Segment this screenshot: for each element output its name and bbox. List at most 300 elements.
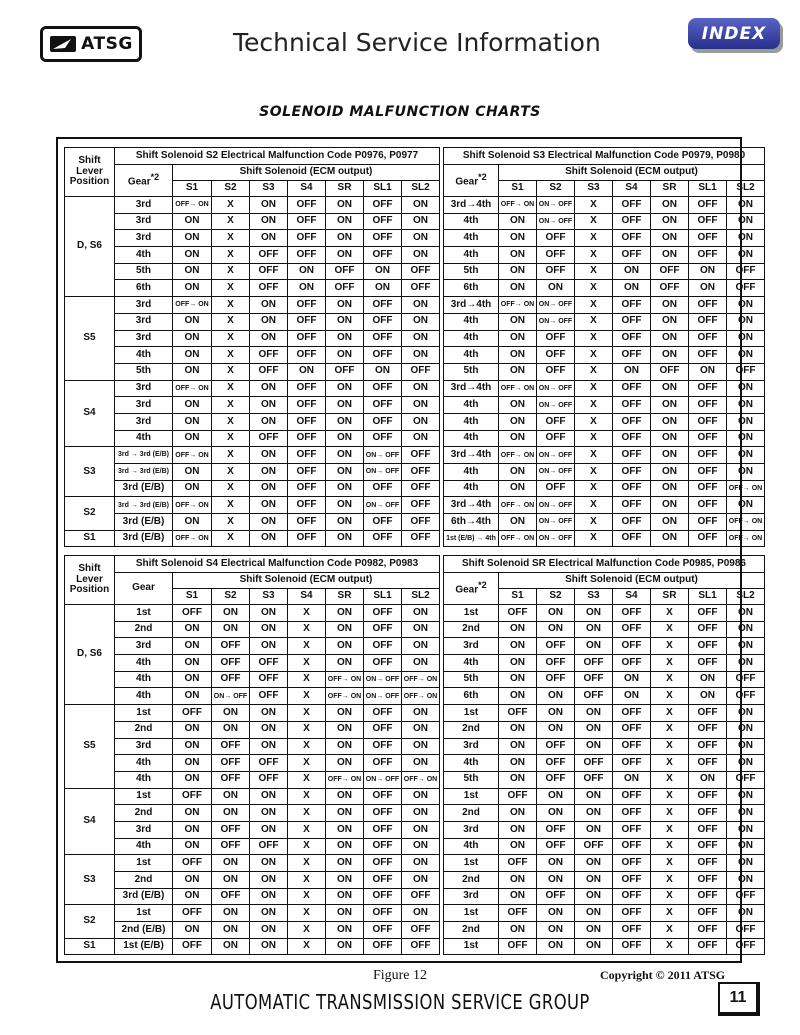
solenoid-state: X	[212, 363, 250, 380]
solenoid-state: OFF	[364, 213, 402, 230]
solenoid-state: ON	[727, 497, 765, 514]
solenoid-state: OFF→ ON	[727, 480, 765, 497]
lever-position: D, S6	[65, 605, 115, 705]
solenoid-state: ON	[402, 838, 440, 855]
solenoid-state: ON	[651, 313, 689, 330]
gear-cell: 3rd→4th	[444, 447, 499, 464]
solenoid-state: OFF	[364, 788, 402, 805]
solenoid-state: ON	[537, 280, 575, 297]
solenoid-state: X	[288, 605, 326, 622]
solenoid-state: X	[212, 430, 250, 447]
solenoid-state: ON	[727, 872, 765, 889]
solenoid-state: ON	[173, 464, 212, 481]
solenoid-state: OFF	[250, 771, 288, 788]
solenoid-state: OFF	[364, 705, 402, 722]
solenoid-state: ON	[727, 347, 765, 364]
gear-cell: 3rd	[115, 638, 173, 655]
solenoid-state: X	[288, 872, 326, 889]
solenoid-state: OFF	[613, 464, 651, 481]
solenoid-state: OFF	[364, 413, 402, 430]
gear-cell: 2nd	[115, 805, 173, 822]
solenoid-state: X	[288, 855, 326, 872]
gear-cell: 3rd	[444, 738, 499, 755]
solenoid-state: ON	[727, 805, 765, 822]
gear-cell: 1st	[444, 938, 499, 955]
solenoid-state: ON	[326, 605, 364, 622]
solenoid-state: X	[575, 330, 613, 347]
solenoid-state: ON	[250, 313, 288, 330]
solenoid-state: OFF	[288, 464, 326, 481]
solenoid-state: ON	[651, 330, 689, 347]
solenoid-state: OFF	[288, 413, 326, 430]
solenoid-state: OFF	[689, 938, 727, 955]
solenoid-state: X	[575, 430, 613, 447]
solenoid-state: ON	[250, 514, 288, 531]
solenoid-state: OFF	[402, 938, 440, 955]
solenoid-state: OFF	[402, 447, 440, 464]
solenoid-state: ON	[173, 280, 212, 297]
solenoid-state: ON	[250, 397, 288, 414]
solenoid-state: OFF	[364, 888, 402, 905]
solenoid-state: ON	[173, 263, 212, 280]
solenoid-column-header: SR	[651, 181, 689, 197]
solenoid-state: OFF	[613, 497, 651, 514]
solenoid-state: ON	[173, 213, 212, 230]
solenoid-state: X	[212, 280, 250, 297]
page-number: 11	[718, 982, 760, 1016]
solenoid-state: OFF	[575, 688, 613, 705]
solenoid-state: ON	[326, 922, 364, 939]
solenoid-state: ON	[250, 705, 288, 722]
wing-logo-icon	[49, 34, 77, 54]
gear-header: Gear$^{*2}$	[444, 573, 499, 605]
solenoid-state: ON→ OFF	[537, 514, 575, 531]
gear-cell: 3rd → 3rd (E/B)	[115, 464, 173, 481]
solenoid-state: X	[288, 655, 326, 672]
solenoid-column-header: S4	[613, 589, 651, 605]
solenoid-state: X	[212, 447, 250, 464]
solenoid-state: ON	[499, 480, 537, 497]
solenoid-column-header: S2	[212, 589, 250, 605]
solenoid-state: ON	[727, 655, 765, 672]
solenoid-state: ON→ OFF	[212, 688, 250, 705]
gear-cell: 4th	[115, 347, 173, 364]
solenoid-state: OFF	[173, 855, 212, 872]
solenoid-state: ON	[326, 230, 364, 247]
solenoid-state: X	[212, 397, 250, 414]
solenoid-state: OFF→ ON	[499, 530, 537, 547]
solenoid-state: ON	[499, 213, 537, 230]
solenoid-state: OFF	[689, 838, 727, 855]
gear-cell: 2nd	[444, 621, 499, 638]
solenoid-state: OFF→ ON	[173, 530, 212, 547]
solenoid-column-header: SL2	[402, 181, 440, 197]
lever-position: D, S6	[65, 197, 115, 297]
solenoid-column-header: SL2	[727, 589, 765, 605]
solenoid-state: X	[575, 447, 613, 464]
solenoid-state: X	[651, 788, 689, 805]
solenoid-state: ON	[250, 297, 288, 314]
solenoid-state: ON	[173, 397, 212, 414]
gear-cell: 4th	[444, 838, 499, 855]
solenoid-state: ON	[402, 413, 440, 430]
solenoid-state: OFF	[689, 530, 727, 547]
solenoid-state: OFF	[364, 638, 402, 655]
solenoid-state: ON	[212, 788, 250, 805]
solenoid-state: OFF	[537, 888, 575, 905]
solenoid-state: ON	[402, 330, 440, 347]
solenoid-column-header: S3	[250, 181, 288, 197]
solenoid-column-header: SL1	[364, 589, 402, 605]
solenoid-state: ON	[727, 821, 765, 838]
solenoid-state: X	[651, 872, 689, 889]
solenoid-state: ON	[727, 413, 765, 430]
solenoid-state: ON	[613, 363, 651, 380]
solenoid-state: X	[651, 605, 689, 622]
solenoid-state: ON	[575, 705, 613, 722]
solenoid-state: OFF	[326, 363, 364, 380]
solenoid-state: ON	[651, 230, 689, 247]
solenoid-state: OFF	[364, 821, 402, 838]
solenoid-state: OFF	[173, 938, 212, 955]
solenoid-state: OFF	[613, 738, 651, 755]
solenoid-state: OFF→ ON	[499, 497, 537, 514]
gear-cell: 6th	[115, 280, 173, 297]
solenoid-state: ON	[402, 213, 440, 230]
solenoid-state: X	[651, 838, 689, 855]
solenoid-state: ON	[173, 330, 212, 347]
solenoid-state: OFF	[250, 280, 288, 297]
solenoid-state: ON	[326, 447, 364, 464]
solenoid-state: OFF	[288, 247, 326, 264]
solenoid-state: ON	[727, 855, 765, 872]
solenoid-state: ON	[651, 514, 689, 531]
solenoid-state: ON	[575, 938, 613, 955]
solenoid-state: OFF	[364, 197, 402, 214]
solenoid-state: OFF	[613, 380, 651, 397]
solenoid-state: OFF	[250, 263, 288, 280]
solenoid-state: OFF	[364, 514, 402, 531]
solenoid-state: ON	[326, 464, 364, 481]
copyright: Copyright © 2011 ATSG	[600, 968, 726, 982]
logo-text: ATSG	[81, 34, 133, 54]
solenoid-state: ON	[727, 197, 765, 214]
solenoid-state: ON	[575, 888, 613, 905]
solenoid-state: ON	[499, 888, 537, 905]
solenoid-state: OFF	[364, 347, 402, 364]
solenoid-state: ON	[250, 197, 288, 214]
solenoid-state: OFF	[689, 230, 727, 247]
solenoid-state: ON	[575, 855, 613, 872]
solenoid-state: ON	[402, 755, 440, 772]
solenoid-state: X	[575, 213, 613, 230]
gear-cell: 3rd → 3rd (E/B)	[115, 497, 173, 514]
solenoid-state: OFF	[288, 530, 326, 547]
solenoid-state: X	[288, 905, 326, 922]
solenoid-state: ON	[326, 530, 364, 547]
solenoid-state: ON	[173, 363, 212, 380]
solenoid-state: OFF	[651, 280, 689, 297]
solenoid-state: ON	[212, 938, 250, 955]
solenoid-state: ON	[250, 922, 288, 939]
gear-cell: 3rd	[115, 197, 173, 214]
solenoid-state: ON	[651, 464, 689, 481]
solenoid-state: ON	[250, 738, 288, 755]
solenoid-state: ON	[326, 872, 364, 889]
solenoid-state: X	[212, 514, 250, 531]
solenoid-state: ON	[326, 197, 364, 214]
solenoid-state: ON	[575, 738, 613, 755]
solenoid-state: ON	[326, 430, 364, 447]
solenoid-state: X	[575, 230, 613, 247]
solenoid-state: OFF	[727, 938, 765, 955]
solenoid-table	[64, 555, 765, 955]
solenoid-state: ON	[173, 821, 212, 838]
gear-cell: 4th	[444, 397, 499, 414]
solenoid-state: ON	[575, 922, 613, 939]
solenoid-state: ON	[575, 805, 613, 822]
solenoid-state: OFF	[613, 397, 651, 414]
lever-position: S5	[65, 297, 115, 380]
solenoid-state: OFF	[689, 413, 727, 430]
solenoid-state: ON	[499, 430, 537, 447]
solenoid-state: ON→ OFF	[537, 397, 575, 414]
solenoid-column-header: S2	[212, 181, 250, 197]
chart-title: SOLENOID MALFUNCTION CHARTS	[259, 104, 541, 120]
gear-cell: 5th	[115, 363, 173, 380]
solenoid-state: ON	[402, 721, 440, 738]
solenoid-state: OFF	[212, 888, 250, 905]
solenoid-state: ON	[402, 905, 440, 922]
solenoid-state: ON	[402, 380, 440, 397]
solenoid-state: OFF	[537, 430, 575, 447]
solenoid-state: OFF	[402, 530, 440, 547]
solenoid-state: OFF	[575, 771, 613, 788]
solenoid-state: X	[575, 497, 613, 514]
solenoid-state: X	[651, 721, 689, 738]
solenoid-state: X	[651, 705, 689, 722]
solenoid-state: ON	[651, 530, 689, 547]
solenoid-state: ON	[250, 888, 288, 905]
solenoid-column-header: SR	[651, 589, 689, 605]
solenoid-state: OFF	[537, 821, 575, 838]
solenoid-state: OFF	[537, 230, 575, 247]
solenoid-state: X	[288, 821, 326, 838]
solenoid-state: X	[212, 297, 250, 314]
solenoid-column-header: SL1	[689, 181, 727, 197]
solenoid-state: OFF	[288, 347, 326, 364]
gear-cell: 3rd	[115, 397, 173, 414]
lever-position: S2	[65, 497, 115, 530]
solenoid-state: ON	[651, 480, 689, 497]
solenoid-state: ON	[727, 621, 765, 638]
solenoid-state: ON	[402, 805, 440, 822]
gear-cell: 1st	[444, 788, 499, 805]
gear-cell: 4th	[115, 655, 173, 672]
solenoid-state: ON	[651, 197, 689, 214]
solenoid-state: ON	[727, 380, 765, 397]
index-button[interactable]: INDEX	[688, 18, 780, 49]
solenoid-state: X	[288, 888, 326, 905]
solenoid-state: ON	[326, 514, 364, 531]
gear-cell: 4th	[115, 838, 173, 855]
solenoid-state: ON	[326, 497, 364, 514]
solenoid-state: OFF	[689, 638, 727, 655]
gear-cell: 2nd	[444, 805, 499, 822]
solenoid-state: X	[651, 638, 689, 655]
solenoid-state: ON	[499, 363, 537, 380]
solenoid-state: OFF	[727, 280, 765, 297]
solenoid-state: OFF	[364, 430, 402, 447]
solenoid-state: OFF	[689, 213, 727, 230]
solenoid-state: OFF	[613, 805, 651, 822]
solenoid-state: X	[575, 297, 613, 314]
solenoid-state: OFF	[250, 655, 288, 672]
gear-cell: 6th→4th	[444, 514, 499, 531]
solenoid-state: ON	[326, 755, 364, 772]
solenoid-state: OFF	[689, 705, 727, 722]
gear-cell: 1st	[115, 855, 173, 872]
solenoid-state: OFF	[402, 922, 440, 939]
solenoid-state: OFF	[689, 721, 727, 738]
solenoid-state: ON	[250, 621, 288, 638]
solenoid-state: OFF→ ON	[173, 197, 212, 214]
footer-group-name: AUTOMATIC TRANSMISSION SERVICE GROUP	[210, 990, 590, 1014]
solenoid-state: ON	[575, 605, 613, 622]
solenoid-state: OFF	[537, 480, 575, 497]
solenoid-state: X	[651, 755, 689, 772]
solenoid-state: X	[212, 247, 250, 264]
solenoid-state: X	[212, 313, 250, 330]
solenoid-state: ON→ OFF	[537, 447, 575, 464]
solenoid-state: ON	[499, 514, 537, 531]
solenoid-state: ON	[326, 397, 364, 414]
solenoid-state: OFF	[364, 855, 402, 872]
solenoid-state: OFF	[402, 280, 440, 297]
gear-cell: 1st	[444, 605, 499, 622]
solenoid-state: OFF	[173, 605, 212, 622]
solenoid-state: ON	[250, 855, 288, 872]
solenoid-state: X	[288, 838, 326, 855]
right-code-title: Shift Solenoid S3 Electrical Malfunction Code P0979, P0980	[444, 148, 765, 165]
solenoid-state: OFF	[212, 738, 250, 755]
solenoid-state: ON	[537, 721, 575, 738]
lever-position: S1	[65, 938, 115, 955]
solenoid-state: OFF	[613, 821, 651, 838]
gear-cell: 3rd	[115, 380, 173, 397]
solenoid-state: ON	[250, 721, 288, 738]
solenoid-state: ON	[402, 313, 440, 330]
solenoid-state: OFF	[613, 297, 651, 314]
solenoid-state: OFF	[364, 247, 402, 264]
solenoid-state: ON	[727, 738, 765, 755]
solenoid-state: ON	[727, 605, 765, 622]
solenoid-state: OFF	[613, 705, 651, 722]
solenoid-state: OFF	[689, 755, 727, 772]
solenoid-state: ON	[173, 755, 212, 772]
gear-cell: 3rd	[444, 888, 499, 905]
solenoid-state: OFF	[364, 530, 402, 547]
solenoid-state: OFF	[364, 330, 402, 347]
solenoid-state: ON	[575, 788, 613, 805]
solenoid-state: ON	[326, 805, 364, 822]
solenoid-state: OFF	[613, 888, 651, 905]
solenoid-state: OFF	[689, 888, 727, 905]
solenoid-state: ON	[613, 771, 651, 788]
solenoid-state: OFF	[613, 530, 651, 547]
solenoid-state: ON	[537, 621, 575, 638]
gear-header: Gear$^{*2}$	[444, 165, 499, 197]
solenoid-state: ON	[250, 480, 288, 497]
solenoid-state: ON	[402, 738, 440, 755]
solenoid-state: OFF	[499, 855, 537, 872]
solenoid-state: OFF	[537, 671, 575, 688]
gear-cell: 4th	[444, 480, 499, 497]
solenoid-state: OFF	[499, 938, 537, 955]
solenoid-state: OFF	[173, 905, 212, 922]
solenoid-state: OFF	[689, 621, 727, 638]
solenoid-state: X	[212, 497, 250, 514]
solenoid-state: ON	[326, 297, 364, 314]
solenoid-state: OFF	[212, 755, 250, 772]
solenoid-state: OFF	[288, 514, 326, 531]
solenoid-state: OFF	[250, 671, 288, 688]
solenoid-state: ON	[727, 788, 765, 805]
gear-cell: 6th	[444, 688, 499, 705]
solenoid-state: OFF	[651, 363, 689, 380]
solenoid-state: ON→ OFF	[364, 447, 402, 464]
solenoid-column-header: S2	[537, 181, 575, 197]
solenoid-state: OFF	[364, 230, 402, 247]
solenoid-state: ON	[250, 413, 288, 430]
solenoid-state: ON	[173, 805, 212, 822]
solenoid-column-header: S3	[250, 589, 288, 605]
shift-lever-header: Shift Lever Position	[65, 148, 115, 197]
solenoid-state: ON	[499, 738, 537, 755]
solenoid-state: X	[575, 347, 613, 364]
solenoid-state: ON	[727, 464, 765, 481]
solenoid-state: ON	[499, 771, 537, 788]
solenoid-state: OFF→ ON	[173, 497, 212, 514]
solenoid-state: ON	[537, 922, 575, 939]
gear-cell: 2nd (E/B)	[115, 922, 173, 939]
solenoid-state: OFF	[613, 922, 651, 939]
solenoid-state: ON	[689, 771, 727, 788]
solenoid-state: ON	[727, 838, 765, 855]
solenoid-state: ON	[250, 605, 288, 622]
solenoid-state: ON	[499, 755, 537, 772]
solenoid-state: X	[575, 464, 613, 481]
gear-cell: 3rd	[115, 313, 173, 330]
solenoid-state: OFF	[689, 788, 727, 805]
solenoid-state: ON	[326, 313, 364, 330]
solenoid-state: ON	[499, 638, 537, 655]
malfunction-table-s2-s3	[64, 147, 765, 547]
solenoid-state: ON	[173, 872, 212, 889]
solenoid-state: ON	[250, 805, 288, 822]
solenoid-state: OFF	[288, 380, 326, 397]
solenoid-state: ON	[326, 347, 364, 364]
solenoid-column-header: S3	[575, 181, 613, 197]
solenoid-state: OFF→ ON	[326, 688, 364, 705]
solenoid-state: OFF	[364, 922, 402, 939]
gear-cell: 2nd	[115, 721, 173, 738]
solenoid-state: ON	[250, 905, 288, 922]
solenoid-state: OFF	[212, 638, 250, 655]
solenoid-state: OFF	[537, 655, 575, 672]
solenoid-state: OFF	[364, 397, 402, 414]
solenoid-state: OFF	[364, 938, 402, 955]
